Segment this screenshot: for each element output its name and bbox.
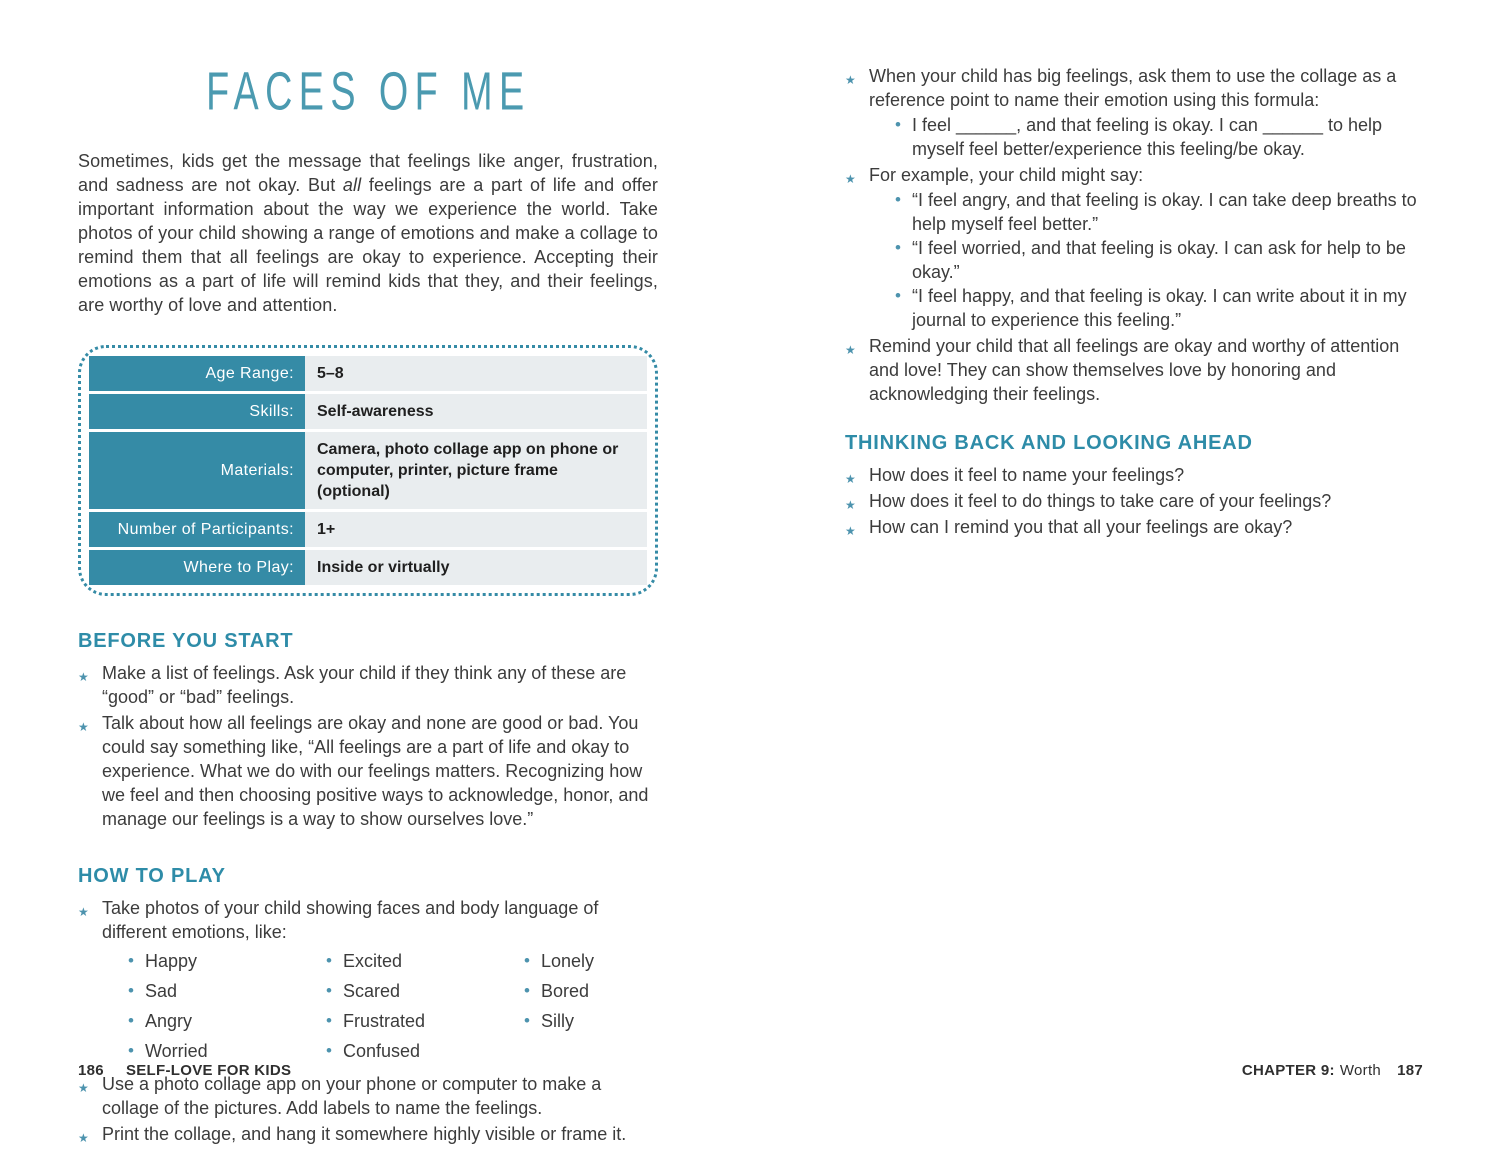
emotions-grid: [126, 948, 658, 1070]
intro-italic: all: [342, 175, 362, 195]
dot-bullet-icon: •: [524, 951, 530, 970]
star-bullet-icon: ★: [78, 1081, 89, 1095]
bullet-text: For example, your child might say:: [869, 165, 1144, 185]
row-label-participants: Number of Participants:: [89, 512, 305, 547]
list-item: [522, 949, 658, 973]
dot-bullet-icon: •: [895, 190, 901, 209]
list-item: [893, 236, 1423, 284]
bullet-text: How can I remind you that all your feelings are okay?: [869, 517, 1293, 537]
list-item: [78, 1072, 658, 1120]
emotion-label: Confused: [343, 1041, 421, 1061]
emotion-label: Excited: [343, 951, 403, 971]
info-table: [89, 356, 647, 585]
dot-bullet-icon: •: [895, 286, 901, 305]
sub-bullet-text: “I feel worried, and that feeling is okay. I can ask for help to be okay.”: [912, 238, 1406, 282]
star-bullet-icon: ★: [845, 472, 856, 486]
emotion-label: Angry: [145, 1011, 193, 1031]
list-item: [78, 711, 658, 831]
dot-bullet-icon: •: [326, 981, 332, 1000]
star-bullet-icon: ★: [78, 670, 89, 684]
sub-list: [893, 188, 1423, 332]
emotion-label: Happy: [145, 951, 198, 971]
dot-bullet-icon: •: [326, 1011, 332, 1030]
list-item: [845, 334, 1423, 406]
star-bullet-icon: ★: [78, 1131, 89, 1145]
how-to-play-list: [78, 896, 658, 1146]
row-label-age-range: Age Range:: [89, 356, 305, 391]
emotion-label: Frustrated: [343, 1011, 426, 1031]
list-item: [893, 113, 1423, 161]
page-number: 187: [1397, 1062, 1423, 1079]
list-item: [126, 1039, 324, 1063]
right-page-footer: [1242, 1062, 1423, 1079]
dot-bullet-icon: •: [128, 1041, 134, 1060]
list-item: [522, 1009, 658, 1033]
sub-bullet-text: “I feel angry, and that feeling is okay. I can take deep breaths to help myself feel better.”: [912, 190, 1417, 234]
star-bullet-icon: ★: [78, 720, 89, 734]
thinking-back-heading: THINKING BACK AND LOOKING AHEAD: [845, 432, 1253, 454]
list-item: [126, 1009, 324, 1033]
list-item: [893, 188, 1423, 236]
left-page: [78, 58, 658, 1148]
dot-bullet-icon: •: [524, 981, 530, 1000]
list-item: [126, 949, 324, 973]
dot-bullet-icon: •: [326, 951, 332, 970]
sub-bullet-text: I feel ______, and that feeling is okay. I can ______ to help myself feel better/experience this feeling/be okay.: [912, 115, 1383, 159]
list-item: [324, 1039, 522, 1063]
star-bullet-icon: ★: [845, 172, 856, 186]
emotion-column: [522, 949, 658, 1069]
dot-bullet-icon: •: [895, 115, 901, 134]
emotion-label: Silly: [541, 1011, 575, 1031]
before-you-start-heading: BEFORE YOU START: [78, 630, 294, 652]
table-row: [89, 509, 647, 547]
star-bullet-icon: ★: [78, 905, 89, 919]
bullet-text: Take photos of your child showing faces and body language of different emotions, like:: [102, 898, 599, 942]
emotion-column: [126, 949, 324, 1069]
activity-title: FACES OF ME: [205, 60, 531, 122]
list-item: [78, 896, 658, 1070]
emotion-label: Sad: [145, 981, 178, 1001]
table-row: [89, 429, 647, 509]
dot-bullet-icon: •: [524, 1011, 530, 1030]
list-item: [845, 489, 1423, 513]
list-item: [126, 979, 324, 1003]
intro-pre: Sometimes, kids get the message that feelings like anger, frustration, and sadness are not okay. But: [78, 151, 658, 195]
bullet-text: Use a photo collage app on your phone or computer to make a collage of the pictures. Add labels to name the feelings.: [102, 1074, 602, 1118]
right-page: [845, 64, 1423, 541]
chapter-section: Worth: [1339, 1062, 1382, 1079]
sub-bullet-text: “I feel happy, and that feeling is okay. I can write about it in my journal to experience this feeling.”: [912, 286, 1407, 330]
emotion-column: [324, 949, 522, 1069]
page-number: 186: [78, 1062, 104, 1079]
dot-bullet-icon: •: [128, 1011, 134, 1030]
row-value-participants: 1+: [305, 512, 647, 547]
bullet-text: Talk about how all feelings are okay and none are good or bad. You could say something like, “All feelings are a part of life and okay to experience. What we do with our feelings matters. Recognizing how we feel and then choosing positive ways to acknowledge, honor, and manage our feelings is a way to show ourselves love.”: [102, 713, 649, 829]
list-item: [324, 979, 522, 1003]
list-item: [845, 163, 1423, 332]
star-bullet-icon: ★: [845, 498, 856, 512]
chapter-label: CHAPTER 9:: [1241, 1062, 1335, 1079]
intro-post: feelings are a part of life and offer important information about the way we experience the world. Take photos of your child showing a range of emotions and make a collage to remind them that all feelings are okay to experience. Accepting their emotions as a part of life will remind kids that they, and their feelings, are worthy of love and attention.: [78, 175, 658, 315]
list-item: [522, 979, 658, 1003]
intro-paragraph: [78, 149, 658, 317]
before-you-start-list: [78, 661, 658, 831]
right-page-list: [845, 64, 1423, 406]
bullet-text: Print the collage, and hang it somewhere highly visible or frame it.: [102, 1124, 627, 1144]
book-title: SELF-LOVE FOR KIDS: [125, 1062, 292, 1079]
star-bullet-icon: ★: [845, 343, 856, 357]
emotion-label: Bored: [541, 981, 590, 1001]
row-value-age-range: 5–8: [305, 356, 647, 391]
row-label-where: Where to Play:: [89, 550, 305, 585]
row-label-materials: Materials:: [89, 432, 305, 509]
list-item: [78, 1122, 658, 1146]
row-value-where: Inside or virtually: [305, 550, 647, 585]
emotion-label: Worried: [145, 1041, 208, 1061]
list-item: [324, 949, 522, 973]
list-item: [78, 661, 658, 709]
list-item: [845, 463, 1423, 487]
activity-title-wrap: [78, 60, 658, 122]
list-item: [324, 1009, 522, 1033]
table-row: [89, 391, 647, 429]
bullet-text: When your child has big feelings, ask them to use the collage as a reference point to name their emotion using this formula:: [869, 66, 1397, 110]
dot-bullet-icon: •: [326, 1041, 332, 1060]
row-label-skills: Skills:: [89, 394, 305, 429]
activity-info-box: [78, 345, 658, 596]
dot-bullet-icon: •: [128, 951, 134, 970]
bullet-text: How does it feel to name your feelings?: [869, 465, 1185, 485]
table-row: [89, 547, 647, 585]
dot-bullet-icon: •: [895, 238, 901, 257]
bullet-text: Make a list of feelings. Ask your child if they think any of these are “good” or “bad” feelings.: [102, 663, 627, 707]
bullet-text: Remind your child that all feelings are okay and worthy of attention and love! They can show themselves love by honoring and acknowledging their feelings.: [869, 336, 1400, 404]
emotion-label: Scared: [343, 981, 401, 1001]
row-value-materials: Camera, photo collage app on phone or computer, printer, picture frame (optional): [305, 432, 647, 509]
emotion-label: Lonely: [541, 951, 595, 971]
table-row: [89, 356, 647, 391]
list-item: [893, 284, 1423, 332]
thinking-back-list: [845, 463, 1423, 539]
left-page-footer: [78, 1062, 291, 1079]
row-value-skills: Self-awareness: [305, 394, 647, 429]
star-bullet-icon: ★: [845, 524, 856, 538]
list-item: [845, 515, 1423, 539]
sub-list: [893, 113, 1423, 161]
list-item: [845, 64, 1423, 161]
bullet-text: How does it feel to do things to take care of your feelings?: [869, 491, 1332, 511]
dot-bullet-icon: •: [128, 981, 134, 1000]
how-to-play-heading: HOW TO PLAY: [78, 865, 226, 887]
star-bullet-icon: ★: [845, 73, 856, 87]
